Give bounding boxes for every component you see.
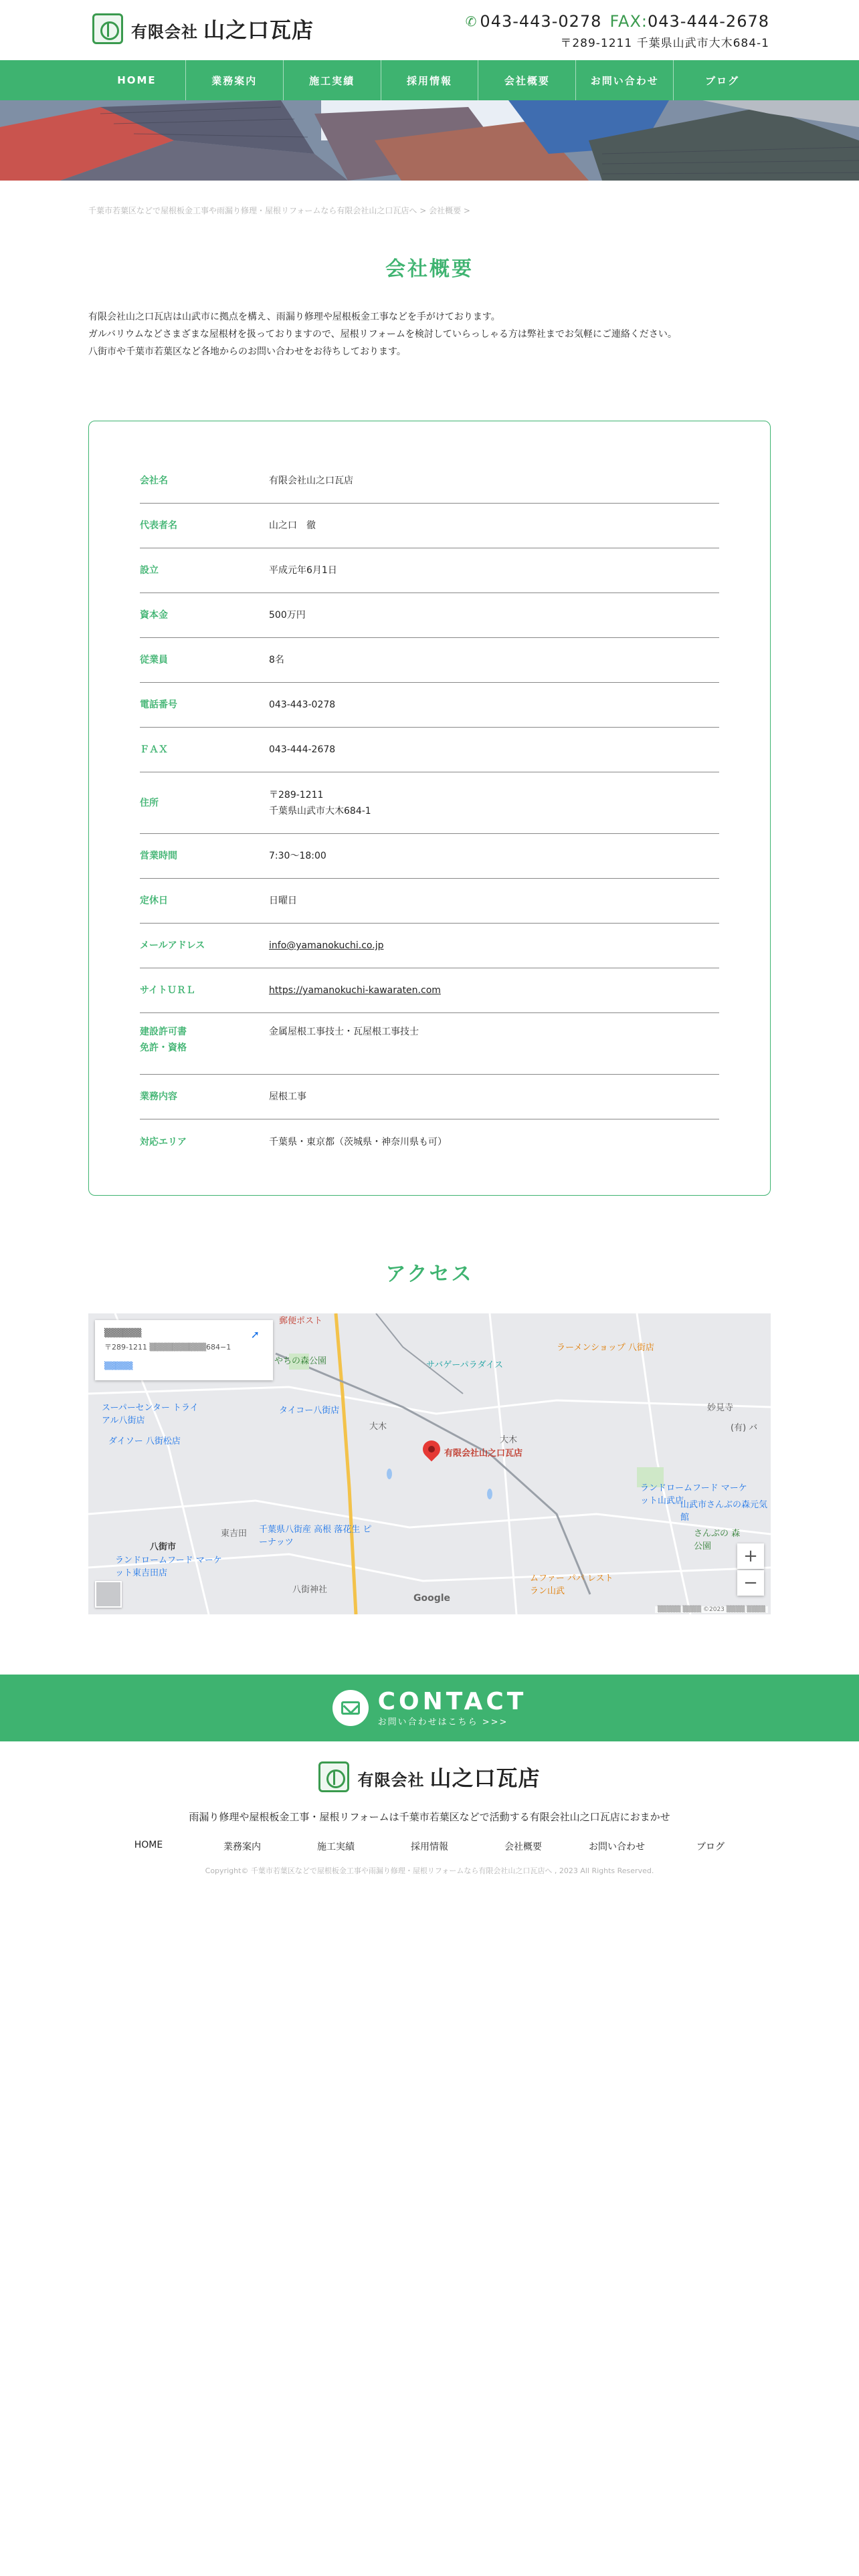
info-row-fax [140, 728, 719, 772]
nav-blog[interactable]: ブログ [705, 74, 740, 87]
header-contact [466, 12, 769, 50]
footer-nav-recruit[interactable]: 採用情報 [411, 1842, 448, 1852]
phone-icon: ✆ [465, 13, 478, 29]
breadcrumb[interactable]: 千葉市若葉区などで屋根板金工事や雨漏り修理・屋根リフォームなら有限会社山之口瓦店へ > 会社概要 > [88, 206, 470, 215]
info-label: 業務内容 [140, 1091, 177, 1102]
footer-nav-works[interactable]: 施工実績 [317, 1842, 355, 1852]
info-label: 従業員 [140, 655, 168, 665]
map-label-higashi: 東吉田 [221, 1529, 248, 1539]
info-row-licenses [140, 1013, 719, 1075]
info-value: 7:30〜18:00 [269, 851, 326, 861]
info-label: 営業時間 [140, 851, 177, 861]
info-row-email [140, 924, 719, 968]
hero-roofs-illustration [0, 100, 859, 181]
info-value: 平成元年6月1日 [269, 565, 337, 576]
info-label: 住所 [140, 797, 159, 809]
info-row-established [140, 548, 719, 593]
intro-text [88, 308, 771, 360]
info-row-holiday [140, 879, 719, 924]
map-label-sanbu-park: さんぶの 森公園 [694, 1529, 741, 1551]
info-value: 有限会社山之口瓦店 [269, 475, 353, 486]
footer-nav-blog[interactable]: ブログ [696, 1842, 725, 1852]
info-value [269, 787, 719, 819]
hero-image [0, 100, 859, 181]
map-label-landrome-sanbu: ランドロームフード マーケット山武店 [640, 1483, 747, 1506]
map-label-ario: (有) バ [731, 1423, 758, 1433]
map-card-title: ▒▒▒▒▒▒ [104, 1328, 142, 1337]
info-label: 定休日 [140, 895, 168, 906]
footer-logo-company-type: 有限会社 [357, 1770, 425, 1790]
company-info-table [88, 421, 771, 1196]
info-label: 資本金 [140, 610, 168, 621]
company-overview-section [0, 252, 859, 1196]
info-label: 対応エリア [140, 1136, 187, 1148]
map-info-card [95, 1320, 273, 1380]
footer-nav [88, 1840, 771, 1853]
contact-banner[interactable] [0, 1675, 859, 1741]
nav-works[interactable]: 施工実績 [284, 60, 381, 100]
footer-nav-home[interactable]: HOME [134, 1840, 163, 1850]
map-label-taiko: タイコー八街店 [279, 1406, 340, 1416]
map-label-landrome-east: ランドロームフード マーケット東吉田店 [115, 1555, 222, 1578]
logo-icon [92, 13, 123, 44]
info-value: 500万円 [269, 610, 306, 621]
info-row-hours [140, 834, 719, 879]
info-value: 金属屋根工事技士・瓦屋根工事技士 [269, 1027, 419, 1037]
header-fax-label: FAX: [609, 12, 648, 31]
mail-icon [332, 1690, 369, 1726]
info-label: 会社名 [140, 475, 168, 486]
footer-logo-text [357, 1761, 540, 1792]
map-attribution: ▒▒▒▒▒ ▒▒▒▒ ©2023 ▒▒▒▒ ▒▒▒▒ [655, 1606, 768, 1613]
info-value: 043-444-2678 [269, 744, 336, 755]
zoom-in-button[interactable]: + [737, 1543, 764, 1569]
copyright: Copyright© 千葉市若葉区などで屋根板金工事や雨漏り修理・屋根リフォームなら有限会社山之口瓦店へ , 2023 All Rights Reserved. [205, 1866, 654, 1875]
map-label-ooki: 大木 [369, 1422, 387, 1432]
intro-line: 八街市や千葉市若葉区など各地からのお問い合わせをお待ちしております。 [88, 346, 406, 357]
info-label [140, 1024, 269, 1056]
intro-line: 有限会社山之口瓦店は山武市に拠点を構え、雨漏り修理や屋根板金工事などを手がけております。 [88, 312, 500, 322]
map-label-shrine: 八街神社 [292, 1585, 328, 1595]
nav-home[interactable]: HOME [88, 60, 186, 100]
map-label-ooki: 大木 [500, 1435, 518, 1445]
info-label: 電話番号 [140, 700, 177, 710]
street-view-thumbnail[interactable] [95, 1581, 122, 1608]
email-link[interactable]: info@yamanokuchi.co.jp [269, 940, 384, 951]
info-value: 千葉県・東京都（茨城県・神奈川県も可） [269, 1136, 447, 1148]
footer-logo-company-name: 山之口瓦店 [430, 1765, 541, 1791]
nav-company[interactable]: 会社概要 [478, 60, 576, 100]
info-row-representative [140, 504, 719, 548]
header-fax: 043-444-2678 [647, 12, 769, 31]
map-label-survival: サバゲーパラダイス [426, 1360, 504, 1370]
info-row-service-area [140, 1119, 719, 1164]
info-row-site-url [140, 968, 719, 1013]
info-row-phone [140, 683, 719, 728]
map-pin-label: 有限会社山之口瓦店 [444, 1448, 523, 1459]
access-section [0, 1257, 859, 1614]
page-title: 会社概要 [385, 257, 474, 281]
access-title: アクセス [385, 1263, 474, 1286]
intro-line: ガルバリウムなどさまざまな屋根材を扱っておりますので、屋根リフォームを検討していらっしゃる方は弊社までお気軽にご連絡ください。 [88, 329, 677, 340]
nav-recruit[interactable]: 採用情報 [381, 60, 479, 100]
info-row-employees [140, 638, 719, 683]
info-row-business [140, 1075, 719, 1119]
site-logo[interactable] [92, 13, 314, 44]
header-address: 〒289-1211 千葉県山武市大木684-1 [560, 37, 769, 50]
map-label-peanut: 千葉県八街産 高根 落花生 ピーナッツ [259, 1525, 372, 1547]
map-label-yachimata: 八街市 [150, 1542, 177, 1552]
info-row-company-name [140, 459, 719, 504]
footer-nav-services[interactable]: 業務案内 [223, 1842, 261, 1852]
info-value: 043-443-0278 [269, 700, 336, 710]
info-label: 設立 [140, 565, 159, 576]
map-label-park: やちの森公園 [274, 1356, 327, 1366]
map-label-supercenter: スーパーセンター トライアル八街店 [102, 1403, 199, 1426]
map-label-daiso: ダイソー 八街松店 [108, 1436, 181, 1446]
footer-tagline: 雨漏り修理や屋根板金工事・屋根リフォームは千葉市若葉区などで活動する有限会社山之口瓦店におまかせ [189, 1811, 670, 1823]
google-logo: Google [413, 1593, 451, 1604]
site-header [0, 0, 859, 60]
logo-icon [318, 1761, 349, 1792]
postal-code: 〒289-1211 [269, 789, 324, 800]
street-address: 千葉県山武市大木684-1 [269, 805, 371, 817]
info-label-line: 免許・資格 [140, 1043, 187, 1053]
logo-company-type: 有限会社 [131, 22, 198, 41]
map-card-address: 〒289-1211 ▒▒▒▒▒▒▒▒▒▒684−1 [104, 1343, 231, 1352]
info-label: ＦＡＸ [140, 744, 168, 755]
nav-services[interactable]: 業務案内 [186, 60, 284, 100]
map-label-post: 郵便ポスト [279, 1316, 323, 1326]
info-value: 日曜日 [269, 895, 297, 906]
header-tel[interactable]: 043-443-0278 [480, 12, 602, 31]
info-label: メールアドレス [140, 940, 205, 951]
contact-banner-subtitle: お問い合わせはこちら >>> [377, 1717, 508, 1727]
directions-icon[interactable]: ➚ [250, 1328, 260, 1341]
contact-banner-title: CONTACT [377, 1687, 527, 1715]
map-label-restaurant: ムファー パパ レストラン山武 [530, 1574, 613, 1596]
info-value: 8名 [269, 655, 284, 665]
info-label: 代表者名 [140, 520, 177, 531]
site-url-link[interactable]: https://yamanokuchi-kawaraten.com [269, 985, 441, 996]
info-label-line: 建設許可書 [140, 1027, 187, 1037]
google-map[interactable] [88, 1313, 771, 1614]
map-label-ramen: ラーメンショップ 八街店 [557, 1343, 654, 1353]
nav-contact[interactable]: お問い合わせ [576, 60, 674, 100]
footer-logo[interactable] [318, 1761, 540, 1792]
info-value: 屋根工事 [269, 1091, 306, 1102]
site-footer [0, 1741, 859, 1876]
info-value: 山之口 徹 [269, 520, 316, 531]
info-row-address [140, 772, 719, 834]
map-label-myoken: 妙見寺 [707, 1403, 734, 1413]
info-row-capital [140, 593, 719, 638]
logo-text [131, 13, 314, 44]
global-nav [0, 60, 859, 100]
map-card-link[interactable]: ▒▒▒▒▒ [104, 1362, 133, 1370]
map-label-sanbu-center: 山武市さんぶの森元気館 [680, 1500, 768, 1523]
info-label: サイトＵＲＬ [140, 985, 196, 996]
footer-nav-company[interactable]: 会社概要 [504, 1842, 542, 1852]
zoom-out-button[interactable]: − [737, 1570, 764, 1596]
logo-company-name: 山之口瓦店 [203, 17, 314, 43]
footer-nav-contact[interactable]: お問い合わせ [589, 1842, 645, 1852]
